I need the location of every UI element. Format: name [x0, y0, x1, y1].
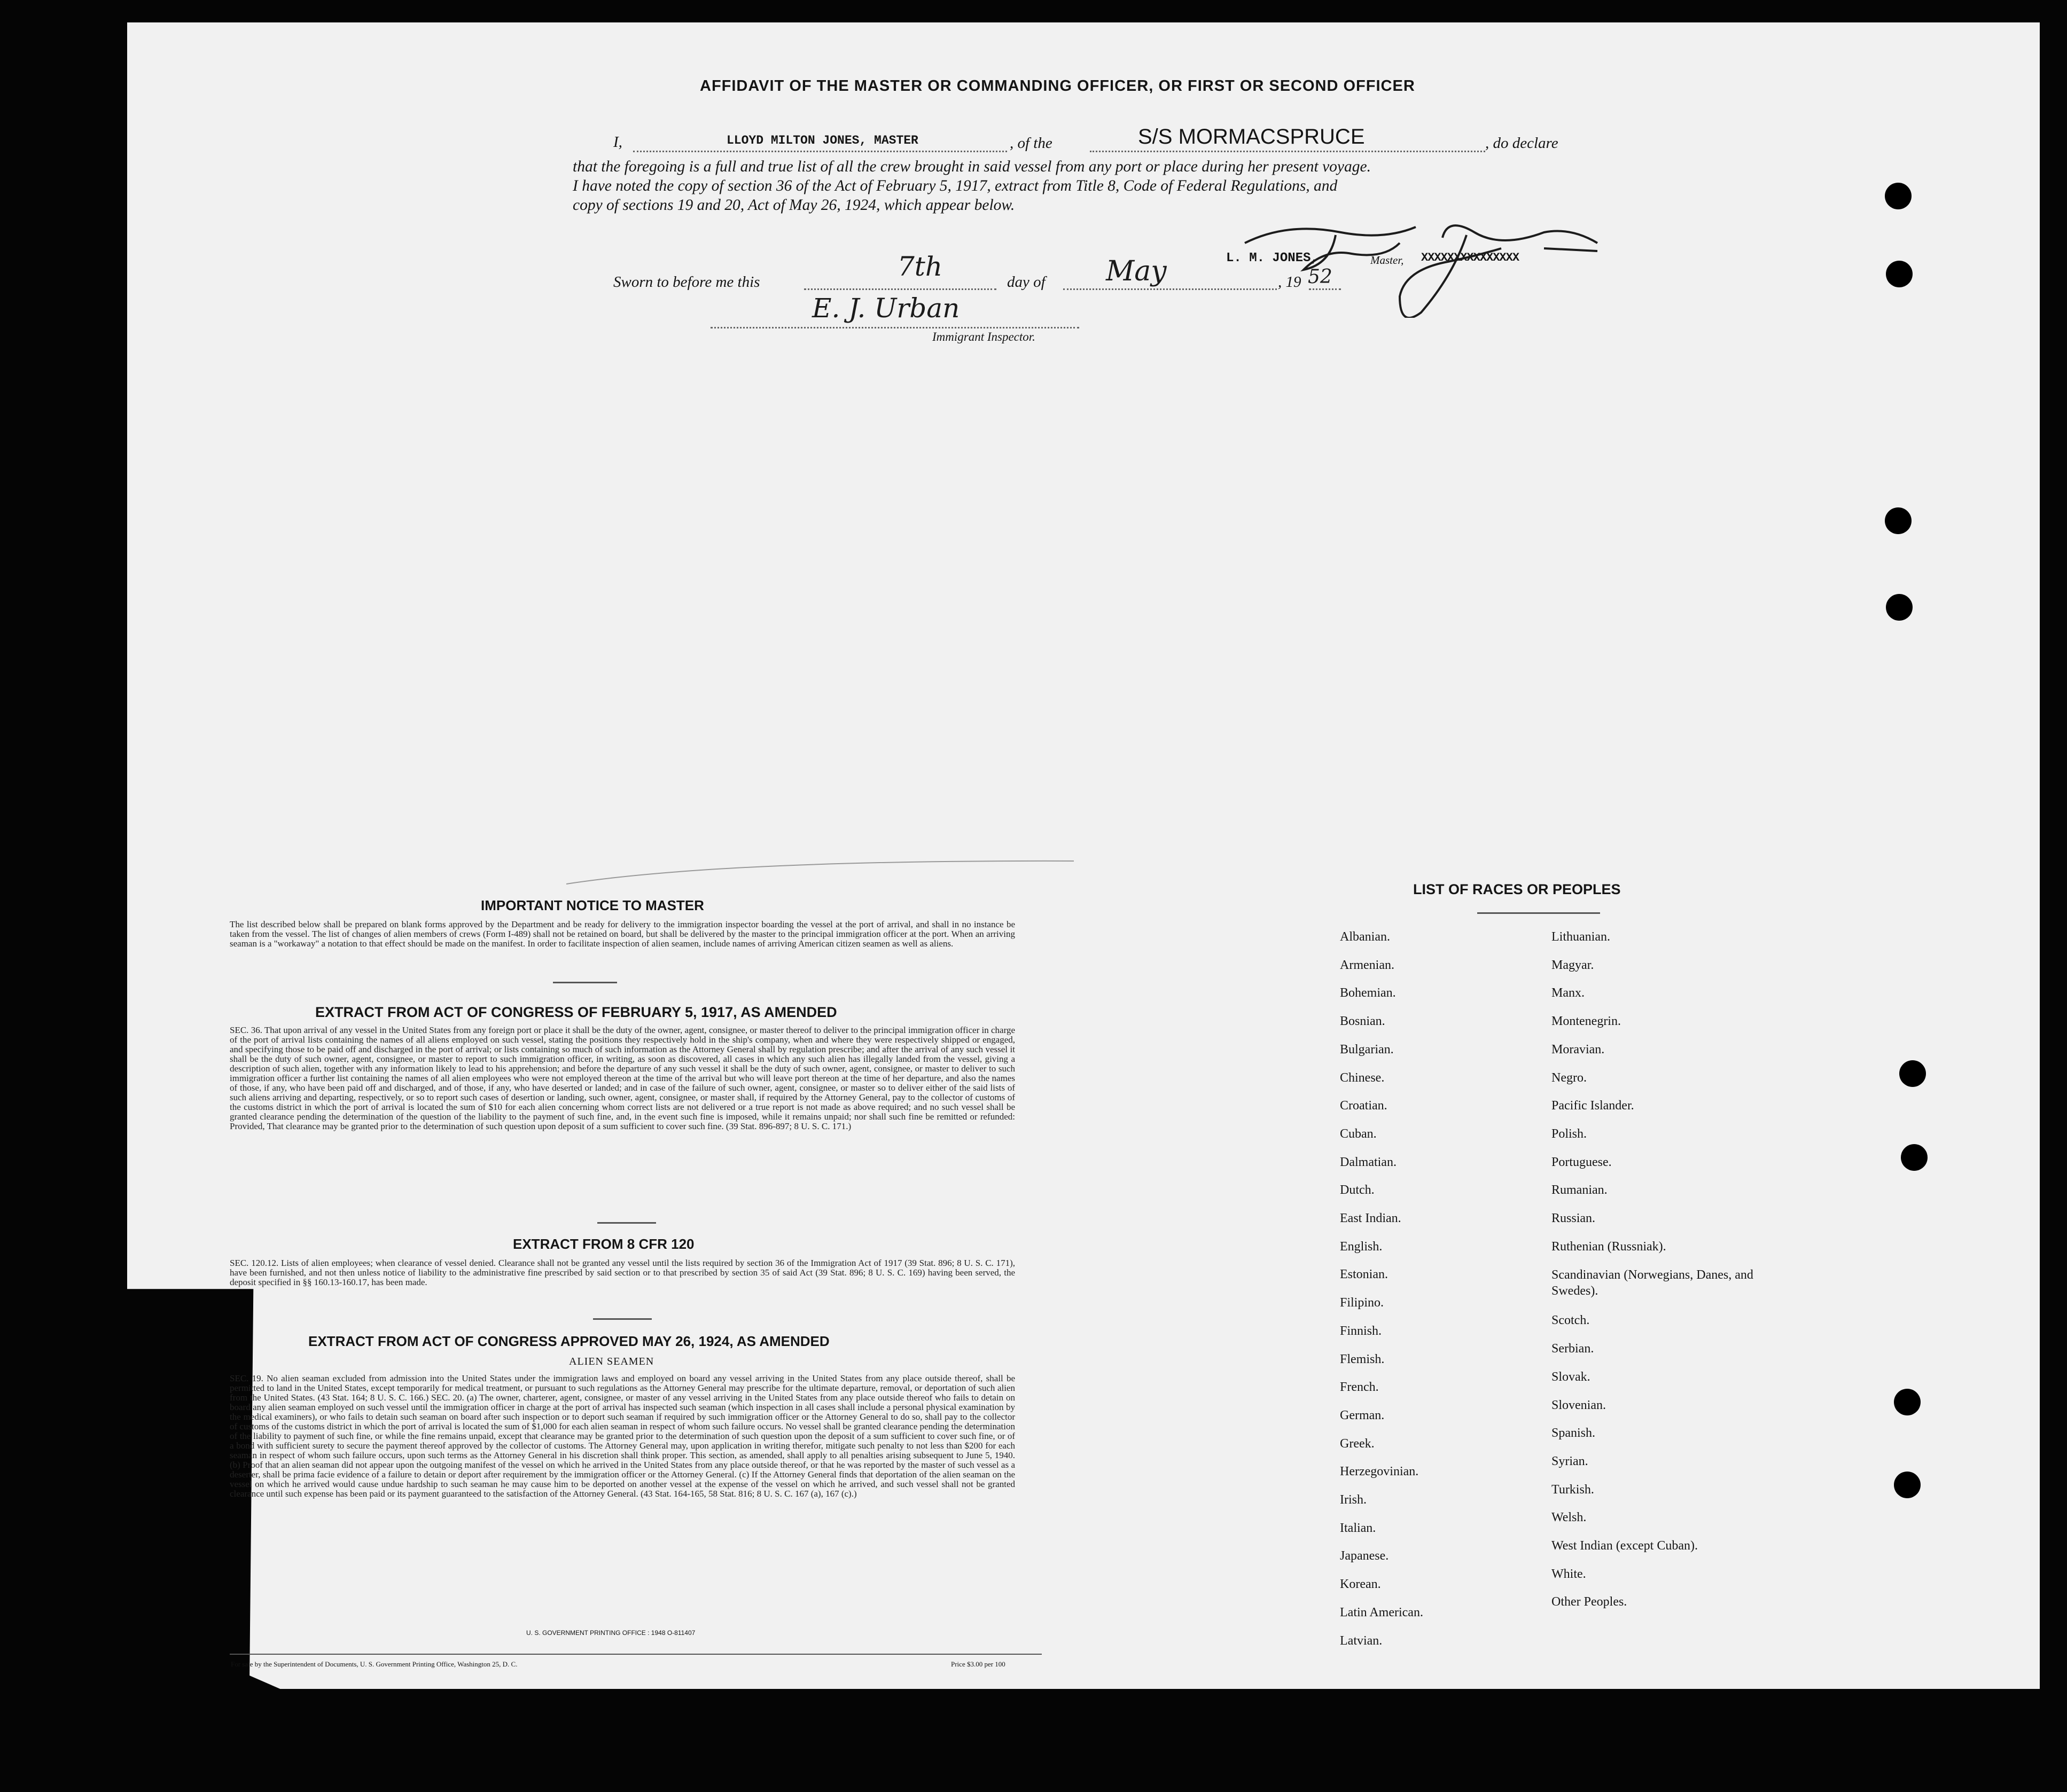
races-title: LIST OF RACES OR PEOPLES [1413, 881, 1621, 897]
race-item: Pacific Islander. [1551, 1099, 1634, 1113]
affidavit-title: AFFIDAVIT OF THE MASTER OR COMMANDING OFFICER, OR FIRST OR SECOND OFFICER [700, 77, 1415, 95]
extract-1924-title: EXTRACT FROM ACT OF CONGRESS APPROVED MAY 26, 1924, AS AMENDED [308, 1333, 830, 1349]
race-item: Irish. [1340, 1493, 1367, 1507]
binder-hole [1894, 1472, 1921, 1498]
extract-1917-title: EXTRACT FROM ACT OF CONGRESS OF FEBRUARY 5, 1917, AS AMENDED [315, 1004, 837, 1020]
race-item: Armenian. [1340, 958, 1394, 972]
race-item: Scotch. [1551, 1313, 1590, 1328]
race-item: Latvian. [1340, 1633, 1383, 1648]
race-item: Rumanian. [1551, 1183, 1608, 1198]
race-item: White. [1551, 1567, 1586, 1581]
binder-hole [1886, 261, 1913, 287]
race-item: Moravian. [1551, 1042, 1605, 1057]
race-item: Scandinavian (Norwegians, Danes, and Swedes). [1551, 1268, 1753, 1298]
race-item: Bulgarian. [1340, 1042, 1394, 1057]
extract-1917-body: SEC. 36. That upon arrival of any vessel in the United States from any foreign port or place it shall be the duty of the owner, agent, consignee, or master thereof to deliver to the principal immigration officer in charge of the port of arrival lists containing the names of all aliens employed on such vessel, stating the positions they respectively hold in the ship's company, when and where they were respectively shipped or engaged, and specifying those to be paid off and discharged in the port of arrival; or lists containing so much of such information as the Attorney General shall by regulation prescribe; and after the arrival of any such vessel it shall be the duty of such owner, agent, consignee, or master to report to such immigration officer, in writing, as soon as discovered, all cases in which any such alien has illegally landed from the vessel, giving a description of such alien, together with any information likely to lead to his apprehension; and before the departure of any such vessel it shall be the duty of such owner, agent, consignee, or master to deliver to such immigration officer a further list containing the names of all alien employees who were not employed thereon at the time of the arrival but who will leave port thereon at the time of her departure, and also the names of those, if any, who have been paid off and discharged, and of those, if any, who have deserted or landed; and in case of the failure of such owner, agent, consignee, or master so to deliver either of the said lists of such aliens arriving and departing, respectively, or so to report such cases of desertion or landing, such owner, agent, consignee, or master shall, if required by the Attorney General, pay to the collector of customs of the customs district in which the port of arrival is located the sum of $10 for each alien concerning whom correct lists are not delivered or a true report is not made as above required; and no such vessel shall be granted clearance pending the determination of the question of the liability to the payment of such fine, and, in the event such fine is imposed, while it remains unpaid; nor shall such fine be remitted or refunded: Provided, That clearance may be granted prior to the determination of such question upon deposit of a sum sufficient to cover such fine. (39 Stat. 896-897; 8 U. S. C. 171.) [230, 1025, 1015, 1131]
month-field: May [1106, 255, 1167, 287]
extract-1924-subtitle: ALIEN SEAMEN [569, 1356, 654, 1367]
binder-hole [1885, 183, 1912, 209]
race-item: Negro. [1551, 1070, 1587, 1085]
race-item: Manx. [1551, 986, 1585, 1000]
signer-typed-name: L. M. JONES, [1226, 251, 1319, 265]
race-item: Croatian. [1340, 1099, 1387, 1113]
race-item: Bosnian. [1340, 1014, 1385, 1029]
race-item: Slovak. [1551, 1370, 1590, 1384]
races-column-2 [1551, 923, 1776, 1616]
race-item: East Indian. [1340, 1211, 1401, 1226]
affidavit-line-2: that the foregoing is a full and true list of all the crew brought in said vessel from any port or place during her present voyage. [573, 158, 1371, 175]
pencil-mark [561, 855, 1095, 887]
race-item: Dutch. [1340, 1183, 1375, 1198]
of-the-label: , of the [1010, 135, 1052, 152]
race-item: Slovenian. [1551, 1398, 1606, 1412]
master-signature [1223, 211, 1608, 318]
notice-title: IMPORTANT NOTICE TO MASTER [481, 897, 704, 913]
race-item: Bohemian. [1340, 986, 1396, 1000]
races-column-1 [1340, 923, 1522, 1655]
binder-hole [1899, 1060, 1926, 1087]
race-item: Estonian. [1340, 1267, 1388, 1282]
price-line: Price $3.00 per 100 [951, 1660, 1005, 1668]
extract-cfr-title: EXTRACT FROM 8 CFR 120 [513, 1236, 695, 1252]
race-item: Polish. [1551, 1126, 1587, 1141]
race-item: Japanese. [1340, 1549, 1389, 1563]
binder-hole [1894, 1389, 1921, 1415]
master-label: Master, [1370, 254, 1404, 267]
year-field: 52 [1308, 266, 1332, 288]
race-item: Portuguese. [1551, 1155, 1612, 1169]
binder-hole [1886, 594, 1913, 621]
year-prefix: , 19 [1278, 273, 1301, 291]
race-item: French. [1340, 1380, 1379, 1395]
day-of-label: day of [1007, 273, 1046, 291]
notice-body: The list described below shall be prepared on blank forms approved by the Department and be ready for delivery to the immigration inspector boarding the vessel at the port of arrival, and shall in no instance be taken from the vessel. The list of changes of alien members of crews (Form I-489) shall not be retained on board, but shall be delivered by the master to the principal immigration officer at the port. When an arriving seaman is a "workaway" a notation to that effect should be made on the manifest. In order to facilitate inspection of alien seamen, include names of arriving American citizen seamen as well as aliens. [230, 919, 1015, 949]
race-item: Syrian. [1551, 1454, 1588, 1468]
race-item: English. [1340, 1239, 1383, 1254]
inspector-label: Immigrant Inspector. [932, 330, 1035, 343]
printing-office-line: U. S. GOVERNMENT PRINTING OFFICE : 1948 O-811407 [526, 1629, 696, 1637]
race-item: Cuban. [1340, 1126, 1377, 1141]
day-field: 7th [898, 251, 943, 282]
affidavit-line-4: copy of sections 19 and 20, Act of May 26, 1924, which appear below. [573, 197, 1015, 214]
race-item: Finnish. [1340, 1324, 1382, 1338]
race-item: Flemish. [1340, 1352, 1385, 1366]
affidavit-line-3: I have noted the copy of section 36 of the Act of February 5, 1917, extract from Title 8, Code of Federal Regulations, and [573, 177, 1338, 194]
race-item: West Indian (except Cuban). [1551, 1539, 1698, 1553]
master-name-field: LLOYD MILTON JONES, MASTER [727, 134, 918, 147]
race-item: Welsh. [1551, 1511, 1587, 1525]
binder-hole [1885, 507, 1912, 534]
struck-title: XXXXXXXXXXXXXXX [1421, 251, 1519, 264]
race-item: Turkish. [1551, 1482, 1594, 1497]
do-declare-label: , do declare [1485, 135, 1558, 152]
binder-hole [1901, 1144, 1928, 1171]
race-item: Greek. [1340, 1436, 1375, 1451]
inspector-signature: E. J. Urban [812, 293, 960, 324]
for-sale-line: For sale by the Superintendent of Documents, U. S. Government Printing Office, Washington 25, D. C. [231, 1660, 518, 1668]
race-item: Filipino. [1340, 1296, 1384, 1310]
i-label: I, [613, 134, 622, 151]
race-item: Other Peoples. [1551, 1595, 1627, 1609]
race-item: Herzegovinian. [1340, 1465, 1419, 1479]
race-item: Albanian. [1340, 930, 1390, 944]
race-item: Montenegrin. [1551, 1014, 1621, 1029]
race-item: Chinese. [1340, 1070, 1385, 1085]
race-item: Latin American. [1340, 1605, 1423, 1619]
race-item: Lithuanian. [1551, 930, 1610, 944]
race-item: German. [1340, 1408, 1385, 1422]
extract-cfr-body: SEC. 120.12. Lists of alien employees; when clearance of vessel denied. Clearance shall not be granted any vessel until the lists required by section 36 of the Immigration Act of 1917 (39 Stat. 896; 8 U. S. C. 171), have been furnished, and not then unless notice of liability to the administrative fine prescribed by said section or to that prescribed by section 35 of said Act (39 Stat. 896; 8 U. S. C. 169) having been served, the deposit specified in §§ 160.13-160.17, has been made. [230, 1258, 1015, 1287]
sworn-label: Sworn to before me this [613, 273, 760, 291]
race-item: Dalmatian. [1340, 1155, 1397, 1169]
extract-1924-body: SEC. 19. No alien seaman excluded from admission into the United States under the immigration laws and employed on board any vessel arriving in the United States from any place outside thereof, shall be permitted to land in the United States, except temporarily for medical treatment, or pursuant to such regulations as the Attorney General may prescribe for the ultimate departure, removal, or deportation of such alien from the United States. (43 Stat. 164; 8 U. S. C. 166.) SEC. 20. (a) The owner, charterer, agent, consignee, or master of any vessel arriving in the United States from any place outside thereof who fails to detain on board any alien seaman employed on such vessel until the immigration officer in charge at the port of arrival has inspected such seaman (which inspection in all cases shall include a personal physical examination by the medical examiners), or who fails to detain such seaman on board after such inspection or to deport such seaman if required by such immigration officer or the Attorney General to do so, shall pay to the collector of customs of the customs district in which the port of arrival is located the sum of $1,000 for each alien seaman in respect of whom such failure occurs. No vessel shall be granted clearance pending the determination of the liability to payment of such fine, or while the fine remains unpaid, except that clearance may be granted prior to the determination of such question upon the deposit of a sum sufficient to cover such fine, or of a bond with sufficient surety to secure the payment thereof approved by the collector of customs. The Attorney General may, upon application in writing therefor, mitigate such penalty to not less than $200 for each seaman in respect of whom such failure occurs, upon such terms as the Attorney General in his discretion shall think proper. This section, as amended, shall apply to all penalties arising subsequent to June 5, 1940. (b) Proof that an alien seaman did not appear upon the outgoing manifest of the vessel on which he arrived in the United States from any place outside thereof, or that he was reported by the master of such vessel as a deserter, shall be prima facie evidence of a failure to detain or deport after requirement by the immigration officer or the Attorney General. (c) If the Attorney General finds that deportation of the alien seaman on the vessel on which he arrived would cause undue hardship to such seaman he may cause him to be deported on another vessel at the expense of the vessel on which he arrived, and such vessel shall not be granted clearance until such expense has been paid or its payment guaranteed to the satisfaction of the Attorney General. (43 Stat. 164-165, 58 Stat. 816; 8 U. S. C. 167 (a), 167 (c).) [230, 1373, 1015, 1499]
race-item: Magyar. [1551, 958, 1594, 972]
race-item: Serbian. [1551, 1342, 1594, 1356]
race-item: Ruthenian (Russniak). [1551, 1239, 1666, 1254]
race-item: Korean. [1340, 1577, 1381, 1592]
race-item: Spanish. [1551, 1426, 1596, 1441]
vessel-name-field: S/S MORMACSPRUCE [1138, 125, 1365, 148]
race-item: Italian. [1340, 1521, 1376, 1535]
race-item: Russian. [1551, 1211, 1596, 1226]
